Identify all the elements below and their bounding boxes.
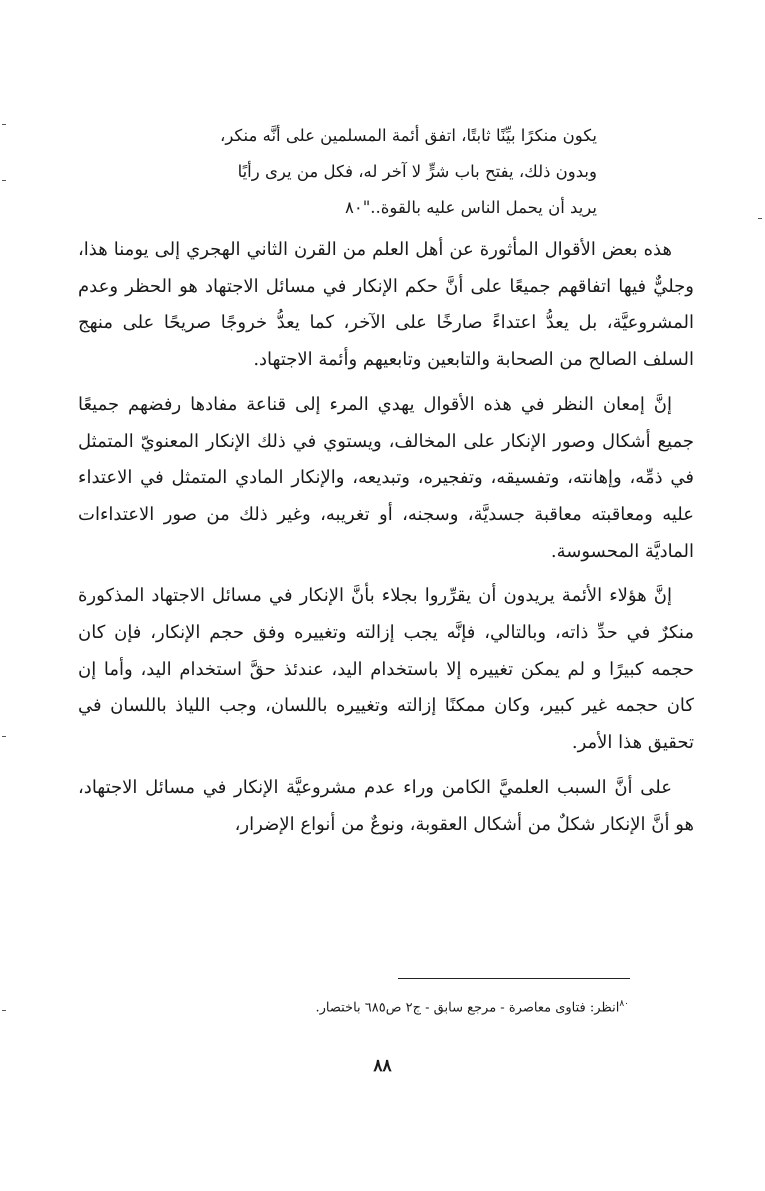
scan-mark [2,124,6,125]
paragraph: إنَّ هؤلاء الأئمة يريدون أن يقرِّروا بجلاء بأنَّ الإنكار في مسائل الاجتهاد المذكورة منكرٌ في حدِّ ذاته، وبالتالي، فإنَّه يجب إزالته وتغييره وفق حجم الإنكار، فإن كان حجمه كبيرًا و لم يمكن تغييره إلا باستخدام اليد، عندئذ حقَّ استخدام اليد، وأما إن كان حجمه غير كبير، وكان ممكنًا إزالته وتغييره باللسان، وجب اللياذ باللسان في تحقيق هذا الأمر. [78,585,694,754]
quote-line: يكون منكرًا بيِّنًا ثابتًا، اتفق أئمة المسلمين على أنَّه منكر، [220,126,597,145]
quoted-passage [167,118,597,226]
scan-mark [2,736,6,737]
footnote-divider [398,978,630,979]
scan-mark [2,180,6,181]
main-text [78,232,694,851]
paragraph: إنَّ إمعان النظر في هذه الأقوال يهدي المرء إلى قناعة مفادها رفضهم جميعًا جميع أشكال وصور الإنكار على المخالف، ويستوي في ذلك الإنكار المعنويّ المتمثل في ذمِّه، وإهانته، وتفسيقه، وتفجيره، وتبديعه، والإنكار المادي المتمثل في الاعتداء عليه ومعاقبته معاقبة جسديَّة، وسجنه، أو تغريبه، وغير ذلك من صور الاعتداءات الماديَّة المحسوسة. [78,393,694,562]
quote-line: وبدون ذلك، يفتح باب شرٍّ لا آخر له، فكل من يرى رأيًا [237,162,597,181]
footnote [315,994,629,1018]
footnote-text: انظر: فتاوى معاصرة - مرجع سابق - ج٢ ص٦٨٥ باختصار. [315,1000,620,1016]
scan-mark [758,218,762,219]
paragraph: هذه بعض الأقوال المأثورة عن أهل العلم من القرن الثاني الهجري إلى يومنا هذا، وجليٌّ فيها اتفاقهم جميعًا على أنَّ حكم الإنكار في مسائل الاجتهاد هو الحظر وعدم المشروعيَّة، بل يعدُّ اعتداءً صارخًا على الآخر، كما يعدُّ خروجًا صريحًا على منهج السلف الصالح من الصحابة والتابعين وتابعيهم وأئمة الاجتهاد. [78,239,694,371]
paragraph: على أنَّ السبب العلميَّ الكامن وراء عدم مشروعيَّة الإنكار في مسائل الاجتهاد، هو أنَّ الإنكار شكلٌ من أشكال العقوبة، ونوعٌ من أنواع الإضرار، [78,776,694,835]
quote-line: يريد أن يحمل الناس عليه بالقوة.."٨٠ [344,198,597,217]
page-number: ٨٨ [373,1056,392,1076]
scan-mark [2,1010,6,1011]
footnote-number: ٨٠ [619,999,629,1009]
